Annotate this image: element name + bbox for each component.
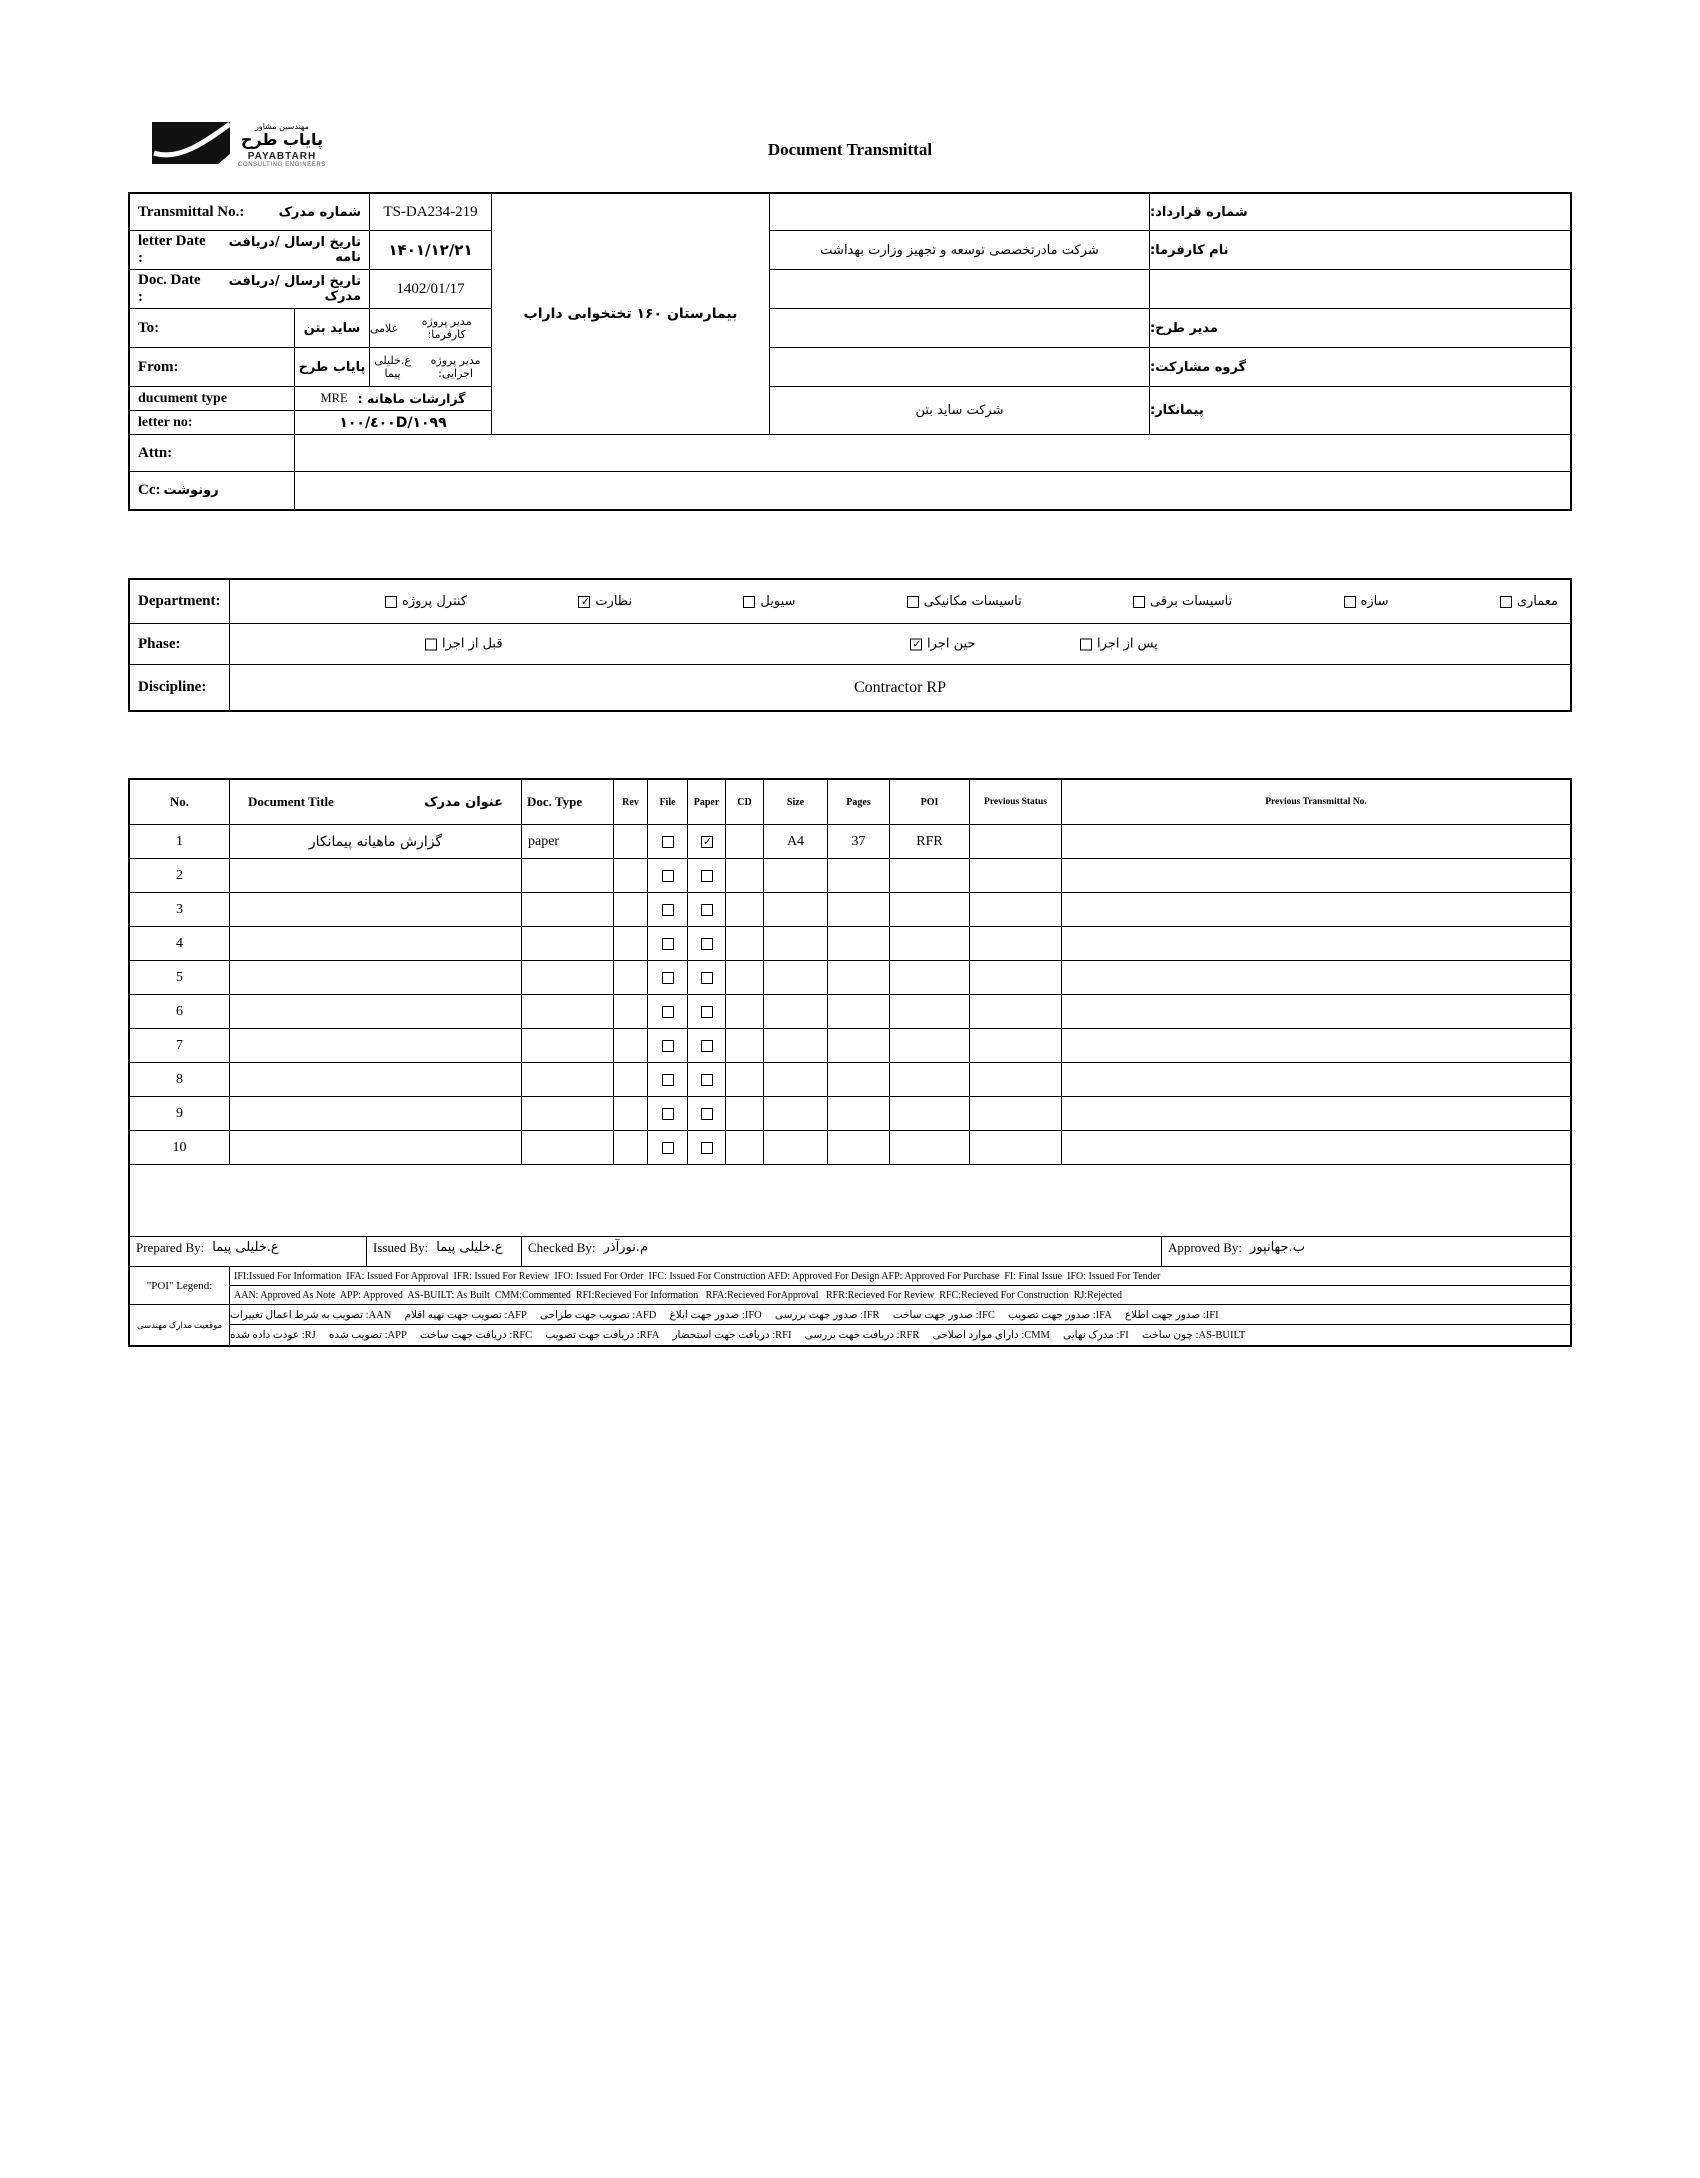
cell-cd — [726, 859, 764, 893]
cell-rev — [614, 893, 648, 927]
paper-checkbox — [701, 1040, 713, 1052]
cell-no: 10 — [130, 1131, 230, 1165]
col-header-cd: CD — [726, 780, 764, 825]
cell-file — [648, 961, 688, 995]
cell-poi — [890, 1131, 970, 1165]
cell-doc-type — [522, 1131, 614, 1165]
cell-paper — [688, 927, 726, 961]
cell-cd — [726, 927, 764, 961]
client-name-value: شرکت مادرتخصصی توسعه و تجهیز وزارت بهداشت — [770, 231, 1150, 270]
cell-file — [648, 1131, 688, 1165]
cell-poi — [890, 1097, 970, 1131]
file-checkbox — [662, 972, 674, 984]
cell-rev — [614, 825, 648, 859]
checkbox-icon — [425, 638, 437, 650]
checkbox-icon — [1344, 596, 1356, 608]
to-value: ساید بتن — [295, 309, 370, 348]
cell-size — [764, 1063, 828, 1097]
discipline-value: Contractor RP — [854, 678, 946, 696]
col-header-no: No. — [130, 780, 230, 825]
cell-title — [230, 927, 522, 961]
cell-doc-type — [522, 859, 614, 893]
cell-cd — [726, 995, 764, 1029]
paper-checkbox — [701, 1108, 713, 1120]
cell-doc-type — [522, 1029, 614, 1063]
table-row — [130, 1029, 1570, 1063]
department-option-civil: سیویل — [743, 594, 795, 609]
cell-cd — [726, 1097, 764, 1131]
fa-legend-line1: IFI: صدور جهت اطلاع IFA: صدور جهت تصویب IFC: صدور جهت ساخت IFR: صدور جهت بررسی IFO: صدور جهت ابلاغ AFD: تصویب جهت طراحی AFP: تصویب جهت تهیه اقلام AAN: تصویب به شرط اعمال تغییرات — [230, 1305, 1570, 1325]
cell-title: گزارش ماهیانه پیمانکار — [230, 825, 522, 859]
cell-prev-status — [970, 961, 1062, 995]
cell-title — [230, 1029, 522, 1063]
department-options — [230, 580, 1570, 624]
cell-pages — [828, 1063, 890, 1097]
cell-cd — [726, 961, 764, 995]
poi-legend — [130, 1267, 1570, 1345]
department-option-mechanical: تاسیسات مکانیکی — [907, 594, 1022, 609]
cell-no: 1 — [130, 825, 230, 859]
cell-title — [230, 1131, 522, 1165]
executive-pm-field: مدیر پروژه اجرایی: ع.خلیلی پیما — [370, 348, 492, 387]
cell-prev-transmittal — [1062, 961, 1570, 995]
department-option-supervision: ✓ نظارت — [578, 594, 632, 609]
table-row — [130, 1097, 1570, 1131]
letter-no-label: letter no: — [130, 411, 295, 435]
cell-no: 9 — [130, 1097, 230, 1131]
department-option-sazeh: سازه — [1344, 594, 1389, 609]
checkbox-icon — [743, 596, 755, 608]
col-header-poi: POI — [890, 780, 970, 825]
file-checkbox — [662, 1142, 674, 1154]
checked-by: Checked By: م.نورآذر — [522, 1237, 1162, 1266]
cell-rev — [614, 859, 648, 893]
table-empty-area — [130, 1165, 1570, 1237]
cell-title — [230, 859, 522, 893]
cell-size — [764, 927, 828, 961]
cell-poi — [890, 1063, 970, 1097]
paper-checkbox — [701, 870, 713, 882]
cell-pages — [828, 1029, 890, 1063]
logo-title-fa: پایاب طرح — [240, 130, 324, 149]
fa-legend-line2: AS-BUILT: چون ساخت FI: مدرک نهایی CMM: دارای موارد اصلاحی RFR: دریافت جهت بررسی RFI: دریافت جهت استحضار RFA: دریافت جهت تصویب RFC: دریافت جهت ساخت APP: تصویب شده RJ: عودت داده شده — [230, 1330, 1246, 1341]
logo-subtitle-fa: مهندسین مشاور — [254, 122, 309, 131]
document-type-value: گزارشات ماهانه : MRE — [295, 387, 492, 411]
cell-no: 7 — [130, 1029, 230, 1063]
fa-legend-label: موقعیت مدارک مهندسی — [130, 1305, 230, 1345]
department-option-memari: معماری — [1500, 594, 1558, 609]
project-name: بیمارستان ۱۶۰ تختخوابی داراب — [492, 194, 770, 435]
cell-rev — [614, 1131, 648, 1165]
cell-pages: 37 — [828, 825, 890, 859]
cell-title — [230, 995, 522, 1029]
cell-rev — [614, 1063, 648, 1097]
file-checkbox — [662, 1108, 674, 1120]
cell-rev — [614, 927, 648, 961]
table-row — [130, 961, 1570, 995]
cell-pages — [828, 893, 890, 927]
table-row — [130, 1131, 1570, 1165]
doc-table-header — [130, 780, 1570, 825]
cell-rev — [614, 1097, 648, 1131]
checkbox-icon — [1133, 596, 1145, 608]
file-checkbox — [662, 836, 674, 848]
doc-date-label: Doc. Date : تاریخ ارسال /دریافت مدرک — [130, 270, 370, 309]
cell-pages — [828, 995, 890, 1029]
doc-date-value: 1402/01/17 — [370, 270, 492, 309]
checkbox-icon — [910, 638, 922, 650]
letter-date-value: ۱۴۰۱/۱۲/۲۱ — [370, 231, 492, 270]
paper-checkbox — [701, 938, 713, 950]
cell-prev-status — [970, 1029, 1062, 1063]
prepared-by: Prepared By: ع.خلیلی پیما — [130, 1237, 367, 1266]
cell-prev-status — [970, 1097, 1062, 1131]
table-row — [130, 825, 1570, 859]
cell-file — [648, 893, 688, 927]
cell-size — [764, 859, 828, 893]
signatures-row — [130, 1237, 1570, 1267]
cell-prev-status — [970, 825, 1062, 859]
design-manager-label: مدیر طرح: — [1150, 309, 1570, 348]
cell-size — [764, 1097, 828, 1131]
cell-file — [648, 1097, 688, 1131]
col-header-file: File — [648, 780, 688, 825]
page-title: Document Transmittal — [767, 140, 933, 159]
cell-file — [648, 927, 688, 961]
issued-by: Issued By: ع.خلیلی پیما — [367, 1237, 522, 1266]
cell-poi: RFR — [890, 825, 970, 859]
table-row — [130, 859, 1570, 893]
cell-prev-transmittal — [1062, 825, 1570, 859]
col-header-paper: Paper — [688, 780, 726, 825]
cell-doc-type — [522, 893, 614, 927]
checkbox-icon — [907, 596, 919, 608]
cell-prev-transmittal — [1062, 893, 1570, 927]
discipline-label: Discipline: — [130, 665, 230, 710]
document-type-label: ducument type — [130, 387, 295, 411]
contract-no-value-cell — [770, 194, 1150, 231]
cell-prev-transmittal — [1062, 1097, 1570, 1131]
cell-paper — [688, 961, 726, 995]
cell-paper — [688, 1029, 726, 1063]
checkbox-icon — [385, 596, 397, 608]
paper-checkbox — [701, 1074, 713, 1086]
approved-by: Approved By: ب.جهانپور — [1168, 1240, 1305, 1255]
cell-doc-type — [522, 961, 614, 995]
design-manager-value-cell — [770, 309, 1150, 348]
cell-prev-status — [970, 995, 1062, 1029]
cell-prev-transmittal — [1062, 927, 1570, 961]
cell-doc-type — [522, 995, 614, 1029]
cell-file — [648, 1063, 688, 1097]
cell-poi — [890, 961, 970, 995]
cell-cd — [726, 1131, 764, 1165]
cell-poi — [890, 893, 970, 927]
cell-pages — [828, 859, 890, 893]
cell-rev — [614, 995, 648, 1029]
cell-cd — [726, 825, 764, 859]
cell-poi — [890, 927, 970, 961]
department-label: Department: — [130, 580, 230, 624]
table-row — [130, 995, 1570, 1029]
from-label: From: — [130, 348, 295, 387]
cell-no: 5 — [130, 961, 230, 995]
letter-date-label: letter Date : تاریخ ارسال /دریافت نامه — [130, 231, 370, 270]
cell-doc-type — [522, 927, 614, 961]
cell-size — [764, 893, 828, 927]
partnership-label: گروه مشارکت: — [1150, 348, 1570, 387]
cell-pages — [828, 1131, 890, 1165]
cell-size: A4 — [764, 825, 828, 859]
cell-rev — [614, 1029, 648, 1063]
cell-pages — [828, 927, 890, 961]
file-checkbox — [662, 1040, 674, 1052]
paper-checkbox — [701, 1006, 713, 1018]
cell-prev-transmittal — [1062, 859, 1570, 893]
cell-size — [764, 961, 828, 995]
file-checkbox — [662, 938, 674, 950]
attn-value-cell — [295, 435, 1570, 472]
cell-doc-type: paper — [522, 825, 614, 859]
col-header-rev: Rev — [614, 780, 648, 825]
to-label: To: — [130, 309, 295, 348]
phase-label: Phase: — [130, 624, 230, 665]
cc-label: Cc: رونوشت — [130, 472, 295, 509]
attn-label: Attn: — [130, 435, 295, 472]
paper-checkbox — [701, 836, 713, 848]
cell-title — [230, 961, 522, 995]
col-header-pages: Pages — [828, 780, 890, 825]
cell-paper — [688, 825, 726, 859]
checkbox-icon — [1080, 638, 1092, 650]
file-checkbox — [662, 1074, 674, 1086]
file-checkbox — [662, 1006, 674, 1018]
col-header-title: Document Title عنوان مدرک — [230, 780, 522, 825]
contractor-value: شرکت ساید بتن — [770, 387, 1150, 435]
transmittal-no-value: TS-DA234-219 — [370, 194, 492, 231]
phase-options — [230, 624, 1570, 665]
cell-pages — [828, 1097, 890, 1131]
cell-no: 6 — [130, 995, 230, 1029]
paper-checkbox — [701, 972, 713, 984]
cell-file — [648, 1029, 688, 1063]
cell-paper — [688, 995, 726, 1029]
from-value: پایاب طرح — [295, 348, 370, 387]
phase-option-during: ✓ حین اجرا — [910, 637, 975, 652]
cell-doc-type — [522, 1097, 614, 1131]
cell-prev-transmittal — [1062, 1063, 1570, 1097]
cell-no: 4 — [130, 927, 230, 961]
client-pm-field: مدیر پروژه کارفرما: غلامی — [370, 309, 492, 348]
table-row — [130, 927, 1570, 961]
document-table-section — [128, 778, 1572, 1347]
cell-paper — [688, 859, 726, 893]
cell-paper — [688, 1131, 726, 1165]
cell-pages — [828, 961, 890, 995]
cell-title — [230, 893, 522, 927]
cell-cd — [726, 1029, 764, 1063]
logo-subtitle-en: CONSULTING ENGINEERS — [238, 161, 326, 168]
cell-poi — [890, 995, 970, 1029]
file-checkbox — [662, 870, 674, 882]
cell-size — [764, 995, 828, 1029]
empty-value-cell — [770, 270, 1150, 309]
department-option-electrical: تاسیسات برقی — [1133, 594, 1232, 609]
cell-prev-status — [970, 1131, 1062, 1165]
paper-checkbox — [701, 1142, 713, 1154]
cell-poi — [890, 859, 970, 893]
cell-prev-status — [970, 859, 1062, 893]
cell-size — [764, 1131, 828, 1165]
col-header-prev-status: Previous Status — [970, 780, 1062, 825]
poi-legend-line2: AAN: Approved As Note APP: Approved AS-BUILT: As Built CMM:Commented RFI:Recieved For Information RFA:Recieved ForApproval RFR:Recieved For Review RFC:Recieved For Construction RJ:Rejected — [230, 1286, 1570, 1305]
letter-no-value: ۱۰۰/٤۰۰D/۱۰۹۹ — [295, 411, 492, 435]
cell-no: 3 — [130, 893, 230, 927]
contract-no-label: شماره قرارداد: — [1150, 194, 1570, 231]
cell-file — [648, 859, 688, 893]
cell-paper — [688, 1063, 726, 1097]
empty-label-cell — [1150, 270, 1570, 309]
logo-title-en: PAYABTARH — [247, 150, 317, 162]
checkbox-icon — [578, 596, 590, 608]
classification-table — [128, 578, 1572, 712]
cell-prev-transmittal — [1062, 1131, 1570, 1165]
cell-cd — [726, 1063, 764, 1097]
cell-title — [230, 1063, 522, 1097]
cell-file — [648, 825, 688, 859]
cc-value-cell — [295, 472, 1570, 509]
cell-prev-transmittal — [1062, 1029, 1570, 1063]
cell-file — [648, 995, 688, 1029]
cell-paper — [688, 893, 726, 927]
cell-poi — [890, 1029, 970, 1063]
client-name-label: نام کارفرما: — [1150, 231, 1570, 270]
col-header-doc-type: Doc. Type — [522, 780, 614, 825]
cell-rev — [614, 961, 648, 995]
cell-no: 2 — [130, 859, 230, 893]
department-option-project-control: کنترل پروژه — [385, 594, 467, 609]
cell-prev-status — [970, 927, 1062, 961]
table-row — [130, 1063, 1570, 1097]
cell-paper — [688, 1097, 726, 1131]
header-table — [128, 192, 1572, 511]
cell-prev-status — [970, 893, 1062, 927]
cell-prev-transmittal — [1062, 995, 1570, 1029]
paper-checkbox — [701, 904, 713, 916]
contractor-label: پیمانکار: — [1150, 387, 1570, 435]
col-header-prev-transmittal: Previous Transmittal No. — [1062, 780, 1570, 825]
table-row — [130, 893, 1570, 927]
checkbox-icon — [1500, 596, 1512, 608]
cell-doc-type — [522, 1063, 614, 1097]
cell-cd — [726, 893, 764, 927]
col-header-size: Size — [764, 780, 828, 825]
file-checkbox — [662, 904, 674, 916]
transmittal-no-label: Transmittal No.: شماره مدرک — [130, 194, 370, 231]
phase-option-after: پس از اجرا — [1080, 637, 1158, 652]
cell-size — [764, 1029, 828, 1063]
phase-option-before: قبل از اجرا — [425, 637, 503, 652]
poi-legend-label: "POI" Legend: — [130, 1267, 230, 1305]
cell-no: 8 — [130, 1063, 230, 1097]
cell-title — [230, 1097, 522, 1131]
partnership-value-cell — [770, 348, 1150, 387]
poi-legend-line1: IFI:Issued For Information IFA: Issued For Approval IFR: Issued For Review IFO: Issued For Order IFC: Issued For Construction AFD: Approved For Design AFP: Approved For Purchase FI: Final Issue IFO: Issued For Tender — [230, 1267, 1570, 1286]
cell-prev-status — [970, 1063, 1062, 1097]
